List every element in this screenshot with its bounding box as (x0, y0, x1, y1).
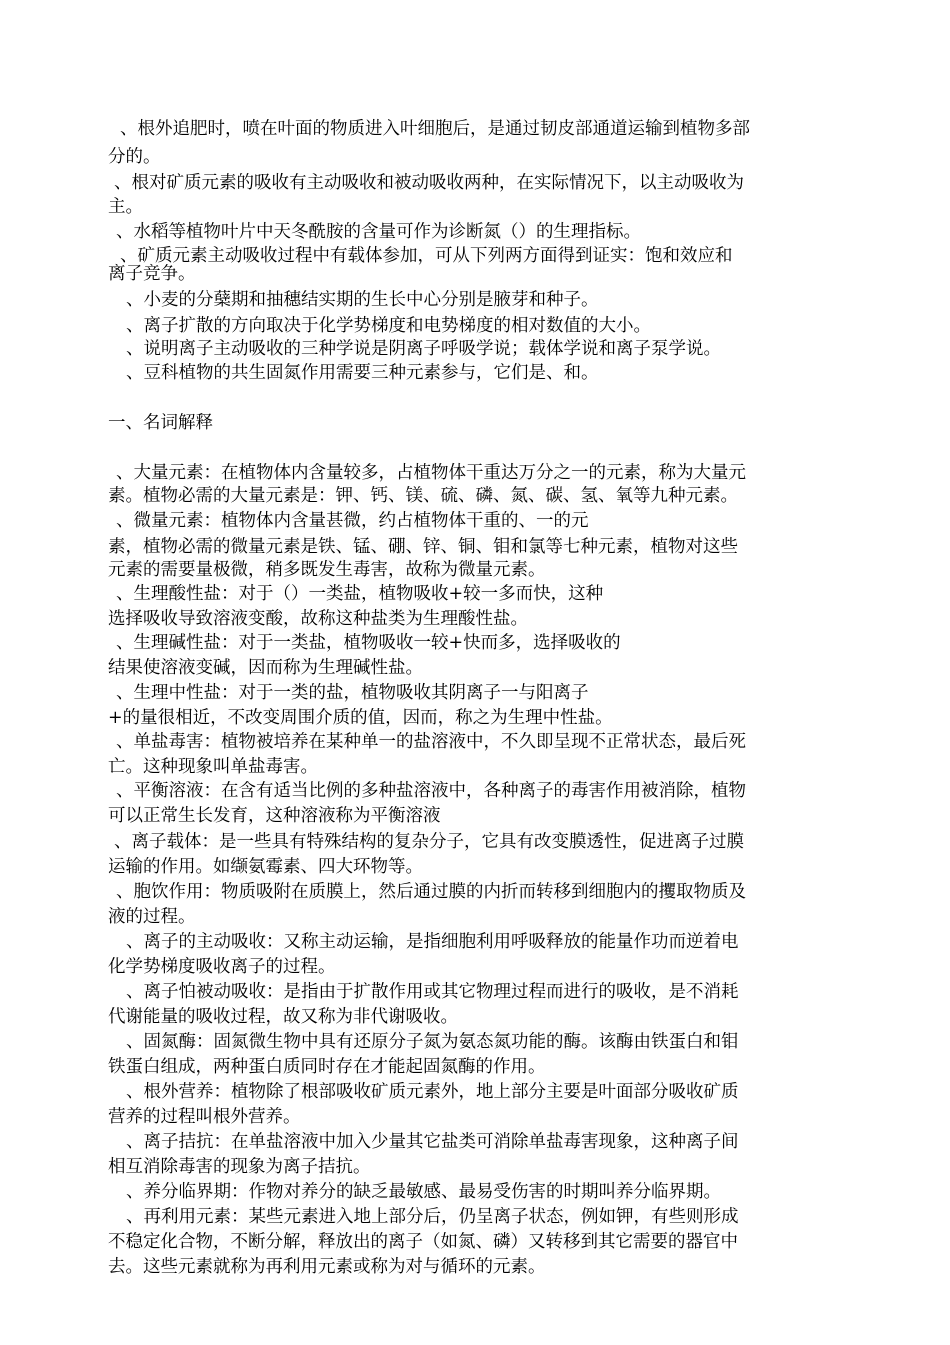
definition-6-line-2: 亡。这种现象叫单盐毒害。 (108, 757, 318, 777)
definition-14-line-2: 相互消除毒害的现象为离子拮抗。 (108, 1157, 371, 1177)
statement-8-line-1: 、豆科植物的共生固氮作用需要三种元素参与，它们是、和。 (126, 363, 599, 383)
definition-13-line-1: 、根外营养：植物除了根部吸收矿质元素外，地上部分主要是叶面部分吸收矿质 (126, 1082, 739, 1102)
definition-2-line-3: 元素的需要量极微，稍多既发生毒害，故称为微量元素。 (108, 560, 546, 580)
definition-4-line-1: 、生理碱性盐：对于一类盐，植物吸收一较+快而多，选择吸收的 (116, 633, 621, 653)
definition-16-line-3: 去。这些元素就称为再利用元素或称为对与循环的元素。 (108, 1257, 546, 1277)
statement-2-line-2: 主。 (108, 197, 143, 217)
definition-6-line-1: 、单盐毒害：植物被培养在某种单一的盐溶液中，不久即呈现不正常状态，最后死 (116, 732, 746, 752)
definition-9-line-2: 液的过程。 (108, 907, 196, 927)
statement-6-line-1: 、离子扩散的方向取决于化学势梯度和电势梯度的相对数值的大小。 (126, 316, 651, 336)
definition-12-line-1: 、固氮酶：固氮微生物中具有还原分子氮为氨态氮功能的酶。该酶由铁蛋白和钼 (126, 1032, 739, 1052)
definition-1-line-2: 素。植物必需的大量元素是：钾、钙、镁、硫、磷、氮、碳、氢、氧等九种元素。 (108, 486, 738, 506)
definition-3-line-2: 选择吸收导致溶液变酸，故称这种盐类为生理酸性盐。 (108, 609, 528, 629)
definition-13-line-2: 营养的过程叫根外营养。 (108, 1107, 301, 1127)
section-heading: 一、名词解释 (108, 413, 213, 433)
definition-11-line-2: 代谢能量的吸收过程，故又称为非代谢吸收。 (108, 1007, 458, 1027)
definition-14-line-1: 、离子拮抗：在单盐溶液中加入少量其它盐类可消除单盐毒害现象，这种离子间 (126, 1132, 739, 1152)
definition-16-line-1: 、再利用元素：某些元素进入地上部分后，仍呈离子状态，例如钾，有些则形成 (126, 1207, 739, 1227)
statement-4-line-1: 、矿质元素主动吸收过程中有载体参加，可从下列两方面得到证实：饱和效应和 (120, 246, 733, 266)
definition-7-line-2: 可以正常生长发育，这种溶液称为平衡溶液 (108, 806, 441, 826)
statement-2-line-1: 、根对矿质元素的吸收有主动吸收和被动吸收两种，在实际情况下，以主动吸收为 (114, 173, 744, 193)
statement-5-line-1: 、小麦的分蘖期和抽穗结实期的生长中心分别是腋芽和种子。 (126, 290, 599, 310)
statement-4-line-2: 离子竞争。 (108, 264, 196, 284)
definition-15-line-1: 、养分临界期：作物对养分的缺乏最敏感、最易受伤害的时期叫养分临界期。 (126, 1182, 721, 1202)
definition-7-line-1: 、平衡溶液：在含有适当比例的多种盐溶液中，各种离子的毒害作用被消除，植物 (116, 781, 746, 801)
definition-2-line-2: 素，植物必需的微量元素是铁、锰、硼、锌、铜、钼和氯等七种元素，植物对这些 (108, 537, 738, 557)
definition-8-line-1: 、离子载体：是一些具有特殊结构的复杂分子，它具有改变膜透性，促进离子过膜 (114, 832, 744, 852)
definition-11-line-1: 、离子怕被动吸收：是指由于扩散作用或其它物理过程而进行的吸收，是不消耗 (126, 982, 739, 1002)
statement-1-line-2: 分的。 (108, 147, 161, 167)
definition-9-line-1: 、胞饮作用：物质吸附在质膜上，然后通过膜的内折而转移到细胞内的攫取物质及 (116, 882, 746, 902)
definition-5-line-1: 、生理中性盐：对于一类的盐，植物吸收其阴离子一与阳离子 (116, 683, 589, 703)
definition-10-line-1: 、离子的主动吸收：又称主动运输，是指细胞利用呼吸释放的能量作功而逆着电 (126, 932, 739, 952)
definition-12-line-2: 铁蛋白组成，两种蛋白质同时存在才能起固氮酶的作用。 (108, 1057, 546, 1077)
statement-3-line-1: 、水稻等植物叶片中天冬酰胺的含量可作为诊断氮（）的生理指标。 (116, 222, 641, 242)
definition-1-line-1: 、大量元素：在植物体内含量较多，占植物体干重达万分之一的元素，称为大量元 (116, 463, 746, 483)
definition-5-line-2: +的量很相近，不改变周围介质的值，因而，称之为生理中性盐。 (108, 708, 613, 728)
definition-4-line-2: 结果使溶液变碱，因而称为生理碱性盐。 (108, 658, 423, 678)
statement-7-line-1: 、说明离子主动吸收的三种学说是阴离子呼吸学说；载体学说和离子泵学说。 (126, 339, 721, 359)
definition-2-line-1: 、微量元素：植物体内含量甚微，约占植物体干重的、一的元 (116, 511, 589, 531)
definition-16-line-2: 不稳定化合物，不断分解，释放出的离子（如氮、磷）又转移到其它需要的器官中 (108, 1232, 738, 1252)
definition-8-line-2: 运输的作用。如缬氨霉素、四大环物等。 (108, 857, 423, 877)
definition-10-line-2: 化学势梯度吸收离子的过程。 (108, 957, 336, 977)
definition-3-line-1: 、生理酸性盐：对于（）一类盐，植物吸收+较一多而快，这种 (116, 584, 604, 604)
statement-1-line-1: 、根外追肥时，喷在叶面的物质进入叶细胞后，是通过韧皮部通道运输到植物多部 (120, 119, 750, 139)
